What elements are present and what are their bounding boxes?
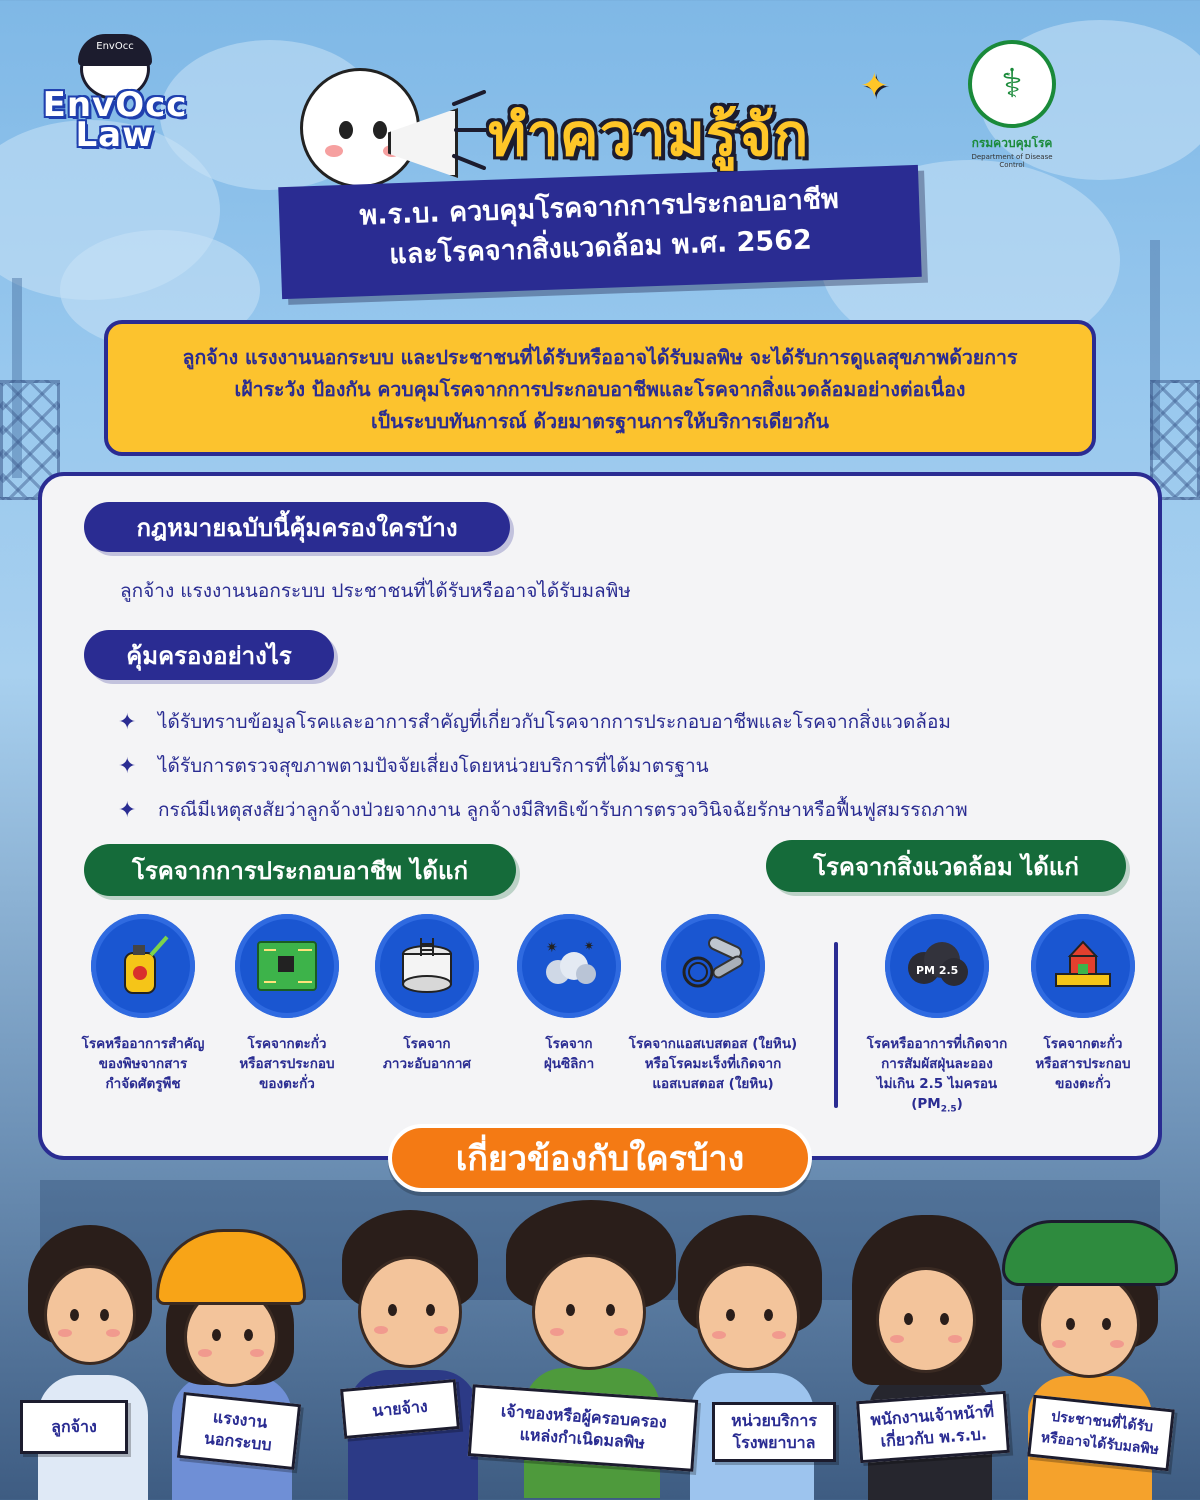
headline: ทำความรู้จัก xyxy=(488,101,810,169)
sign-text-line1: ลูกจ้าง xyxy=(51,1417,97,1436)
list-item xyxy=(118,788,1118,832)
disease-label-line1: โรคจากแอสเบสตอส (ใยหิน) xyxy=(628,1036,798,1052)
sparkle-bullet-icon: ✦ xyxy=(118,797,137,823)
character-employee xyxy=(20,1225,160,1500)
sign-text-line1: ประชาชนที่ได้รับ xyxy=(1050,1408,1154,1436)
law-title-banner xyxy=(278,165,922,299)
pm25-cloud-icon xyxy=(885,914,989,1018)
envocc-law-logo xyxy=(30,38,200,158)
protection-item-text: กรณีมีเหตุสงสัยว่าลูกจ้างป่วยจากงาน ลูกจ้างมีสิทธิเข้ารับการตรวจวินิจฉัยรักษาหรือฟื้นฟูสมรรถภาพ xyxy=(158,799,968,821)
disease-label-line3: แอสเบสตอส (ใยหิน) xyxy=(652,1076,774,1092)
disease-label-line1: โรคจากตะกั่ว xyxy=(247,1036,327,1052)
sign-text-line1: หน่วยบริการ xyxy=(731,1411,817,1430)
sign-text-line1: แรงงาน xyxy=(212,1407,269,1432)
intro-line3: เป็นระบบทันการณ์ ด้วยมาตรฐานการให้บริการเดียวกัน xyxy=(371,410,829,433)
sign-employer xyxy=(340,1379,460,1439)
pesticide-sprayer-icon xyxy=(91,914,195,1018)
disease-label-line2: การสัมผัสฝุ่นละออง xyxy=(881,1056,993,1072)
disease-label-line3: ของตะกั่ว xyxy=(1055,1076,1111,1092)
intro-box xyxy=(104,320,1096,456)
list-item xyxy=(118,744,1118,788)
disease-label-line3: ของตะกั่ว xyxy=(259,1076,315,1092)
disease-label-line1: โรคจาก xyxy=(545,1036,593,1052)
intro-line1: ลูกจ้าง แรงงานนอกระบบ และประชาชนที่ได้รับหรืออาจได้รับมลพิษ จะได้รับการดูแลสุขภาพด้วยการ xyxy=(182,346,1018,369)
sign-officer xyxy=(856,1391,1010,1463)
law-title-line1: พ.ร.บ. ควบคุมโรคจากการประกอบอาชีพ xyxy=(358,183,840,232)
sparkle-bullet-icon: ✦ xyxy=(118,709,137,735)
character-employer xyxy=(330,1210,490,1500)
sign-text-line2: หรืออาจได้รับมลพิษ xyxy=(1040,1429,1160,1459)
sign-text-line1: นายจ้าง xyxy=(371,1396,429,1421)
department-logo xyxy=(960,40,1064,169)
sign-text-line2: เกี่ยวกับ พ.ร.บ. xyxy=(879,1424,988,1451)
sign-employee xyxy=(20,1400,128,1454)
caduceus-emblem-icon: ⚕ xyxy=(968,40,1056,128)
sign-text-line2: นอกระบบ xyxy=(203,1428,273,1455)
disease-label-line2: หรือโรคมะเร็งที่เกิดจาก xyxy=(644,1056,782,1072)
who-is-involved-heading: เกี่ยวข้องกับใครบ้าง xyxy=(388,1124,812,1192)
disease-item xyxy=(852,914,1022,1120)
cap-label: EnvOcc xyxy=(78,34,152,66)
disease-label-line3: กำจัดศัตรูพืช xyxy=(105,1076,181,1092)
confined-space-tank-icon xyxy=(375,914,479,1018)
disease-label-line2: ภาวะอับอากาศ xyxy=(382,1056,471,1072)
sign-text-line1: พนักงานเจ้าหน้าที่ xyxy=(869,1401,995,1430)
section-divider xyxy=(834,942,838,1108)
pm25-icon-label: PM 2.5 xyxy=(916,964,959,977)
sign-text-line1: เจ้าของหรือผู้ครอบครอง xyxy=(500,1401,668,1432)
disease-label-line2: ของพิษจากสาร xyxy=(98,1056,188,1072)
disease-label-line2: หรือสารประกอบ xyxy=(239,1056,335,1072)
protection-item-text: ได้รับทราบข้อมูลโรคและอาการสำคัญที่เกี่ยวกับโรคจากการประกอบอาชีพและโรคจากสิ่งแวดล้อม xyxy=(158,711,951,733)
green-hat-icon xyxy=(1002,1220,1178,1286)
department-name-en: Department of Disease Control xyxy=(971,153,1053,169)
disease-label-line1: โรคจากตะกั่ว xyxy=(1043,1036,1123,1052)
coverage-heading: กฎหมายฉบับนี้คุ้มครองใครบ้าง xyxy=(84,502,510,552)
department-name-th: กรมควบคุมโรค xyxy=(971,136,1053,150)
intro-line2: เฝ้าระวัง ป้องกัน ควบคุมโรคจากการประกอบอาชีพและโรคจากสิ่งแวดล้อมอย่างต่อเนื่อง xyxy=(234,378,966,401)
sign-informal-worker xyxy=(177,1392,301,1470)
svg-text:✷: ✷ xyxy=(546,940,558,956)
sign-hospital-staff xyxy=(712,1402,836,1462)
toy-blocks-icon xyxy=(1031,914,1135,1018)
disease-label-line1: โรคหรืออาการสำคัญ xyxy=(81,1036,205,1052)
sparkle-bullet-icon: ✦ xyxy=(118,753,137,779)
main-info-card xyxy=(38,472,1162,1160)
protection-list xyxy=(118,700,1118,832)
circuit-board-icon xyxy=(235,914,339,1018)
sound-lines-icon xyxy=(450,90,490,170)
occupational-heading: โรคจากการประกอบอาชีพ ได้แก่ xyxy=(84,844,516,896)
environmental-heading: โรคจากสิ่งแวดล้อม ได้แก่ xyxy=(766,840,1126,892)
disease-item xyxy=(628,914,798,1094)
law-title-line2: และโรคจากสิ่งแวดล้อม พ.ศ. 2562 xyxy=(388,224,813,271)
disease-label-line2: ฝุ่นซิลิกา xyxy=(543,1056,595,1072)
disease-label-line1: โรคจาก xyxy=(403,1036,451,1052)
envocc-logo-text: EnvOcc Law xyxy=(42,85,188,155)
disease-label-line4: $(PM_{2.5})$ xyxy=(911,1096,963,1115)
sign-text-line2: แหล่งกำเนิดมลพิษ xyxy=(519,1424,646,1453)
sparkle-icon: ✦ xyxy=(860,66,889,106)
asbestos-pipes-icon xyxy=(661,914,765,1018)
silica-dust-icon xyxy=(517,914,621,1018)
list-item xyxy=(118,700,1118,744)
disease-label-line3: ไม่เกิน 2.5 ไมครอน xyxy=(876,1076,998,1092)
disease-label-line1: โรคหรืออาการที่เกิดจาก xyxy=(866,1036,1008,1052)
protection-item-text: ได้รับการตรวจสุขภาพตามปัจจัยเสี่ยงโดยหน่วยบริการที่ได้มาตรฐาน xyxy=(158,755,709,777)
disease-label-line2: หรือสารประกอบ xyxy=(1035,1056,1131,1072)
coverage-text: ลูกจ้าง แรงงานนอกระบบ ประชาชนที่ได้รับหรืออาจได้รับมลพิษ xyxy=(120,580,631,602)
sign-text-line2: โรงพยาบาล xyxy=(732,1433,816,1452)
svg-text:✷: ✷ xyxy=(584,939,595,953)
protection-heading: คุ้มครองอย่างไร xyxy=(84,630,334,680)
hard-hat-icon xyxy=(156,1229,306,1305)
disease-item xyxy=(998,914,1168,1094)
